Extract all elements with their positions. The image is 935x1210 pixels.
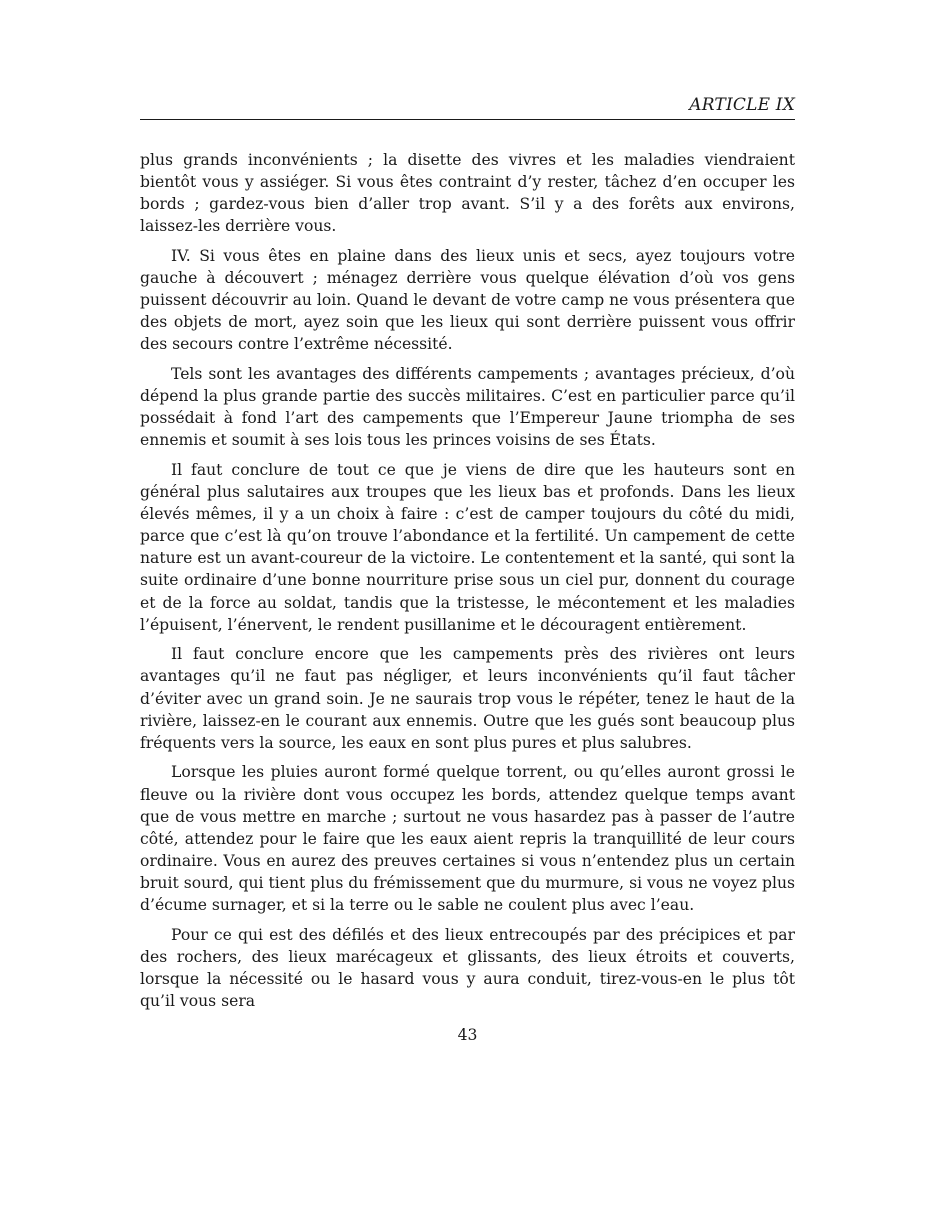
paragraph: Il faut conclure encore que les campements près des rivières ont leurs avantages qu’il ne faut pas négliger, et leurs inconvénients qu’il faut tâcher d’éviter avec un grand soin. Je ne saurais trop vous le répéter, tenez le haut de la rivière, laissez-en le courant aux ennemis. Outre que les gués sont beaucoup plus fréquents vers la source, les eaux en sont plus pures et plus salubres. <box>140 645 795 752</box>
paragraph: plus grands inconvénients ; la disette des vivres et les maladies viendraient bientôt vous y assiéger. Si vous êtes contraint d’y rester, tâchez d’en occuper les bords ; gardez-vous bien d’aller trop avant. S’il y a des forêts aux environs, laissez-les derrière vous. <box>140 151 795 236</box>
running-title: ARTICLE IX <box>689 95 795 115</box>
paragraph: Tels sont les avantages des différents campements ; avantages précieux, d’où dépend la plus grande partie des succès militaires. C’est en particulier parce qu’il possédait à fond l’art des campements que l’Empereur Jaune triompha de ses ennemis et soumit à ses lois tous les princes voisins de ses États. <box>140 365 795 450</box>
body-text <box>140 149 795 1020</box>
page-number: 43 <box>457 1026 478 1044</box>
paragraph: IV. Si vous êtes en plaine dans des lieux unis et secs, ayez toujours votre gauche à découvert ; ménagez derrière vous quelque élévation d’où vos gens puissent découvrir au loin. Quand le devant de votre camp ne vous présentera que des objets de mort, ayez soin que les lieux qui sont derrière puissent vous offrir des secours contre l’extrême nécessité. <box>140 246 795 354</box>
page-header <box>140 94 795 120</box>
paragraph: Il faut conclure de tout ce que je viens de dire que les hauteurs sont en général plus salutaires aux troupes que les lieux bas et profonds. Dans les lieux élevés mêmes, il y a un choix à faire : c’est de camper toujours du côté du midi, parce que c’est là qu’on trouve l’abondance et la fertilité. Un campement de cette nature est un avant-coureur de la victoire. Le contentement et la santé, qui sont la suite ordinaire d’une bonne nourriture prise sous un ciel pur, donnent du courage et de la force au soldat, tandis que la tristesse, le mécontement et les maladies l’épuisent, l’énervent, le rendent pusillanime et le découragent entièrement. <box>140 461 795 634</box>
paragraph: Pour ce qui est des défilés et des lieux entrecoupés par des précipices et par des rochers, des lieux marécageux et glissants, des lieux étroits et couverts, lorsque la nécessité ou le hasard vous y aura conduit, tirez-vous-en le plus tôt qu’il vous sera <box>140 925 795 1010</box>
paragraph: Lorsque les pluies auront formé quelque torrent, ou qu’elles auront grossi le fleuve ou la rivière dont vous occupez les bords, attendez quelque temps avant que de vous mettre en marche ; surtout ne vous hasardez pas à passer de l’autre côté, attendez pour le faire que les eaux aient repris la tranquillité de leur cours ordinaire. Vous en aurez des preuves certaines si vous n’entendez plus un certain bruit sourd, qui tient plus du frémissement que du murmure, si vous ne voyez plus d’écume surnager, et si la terre ou le sable ne coulent plus avec l’eau. <box>140 763 795 914</box>
